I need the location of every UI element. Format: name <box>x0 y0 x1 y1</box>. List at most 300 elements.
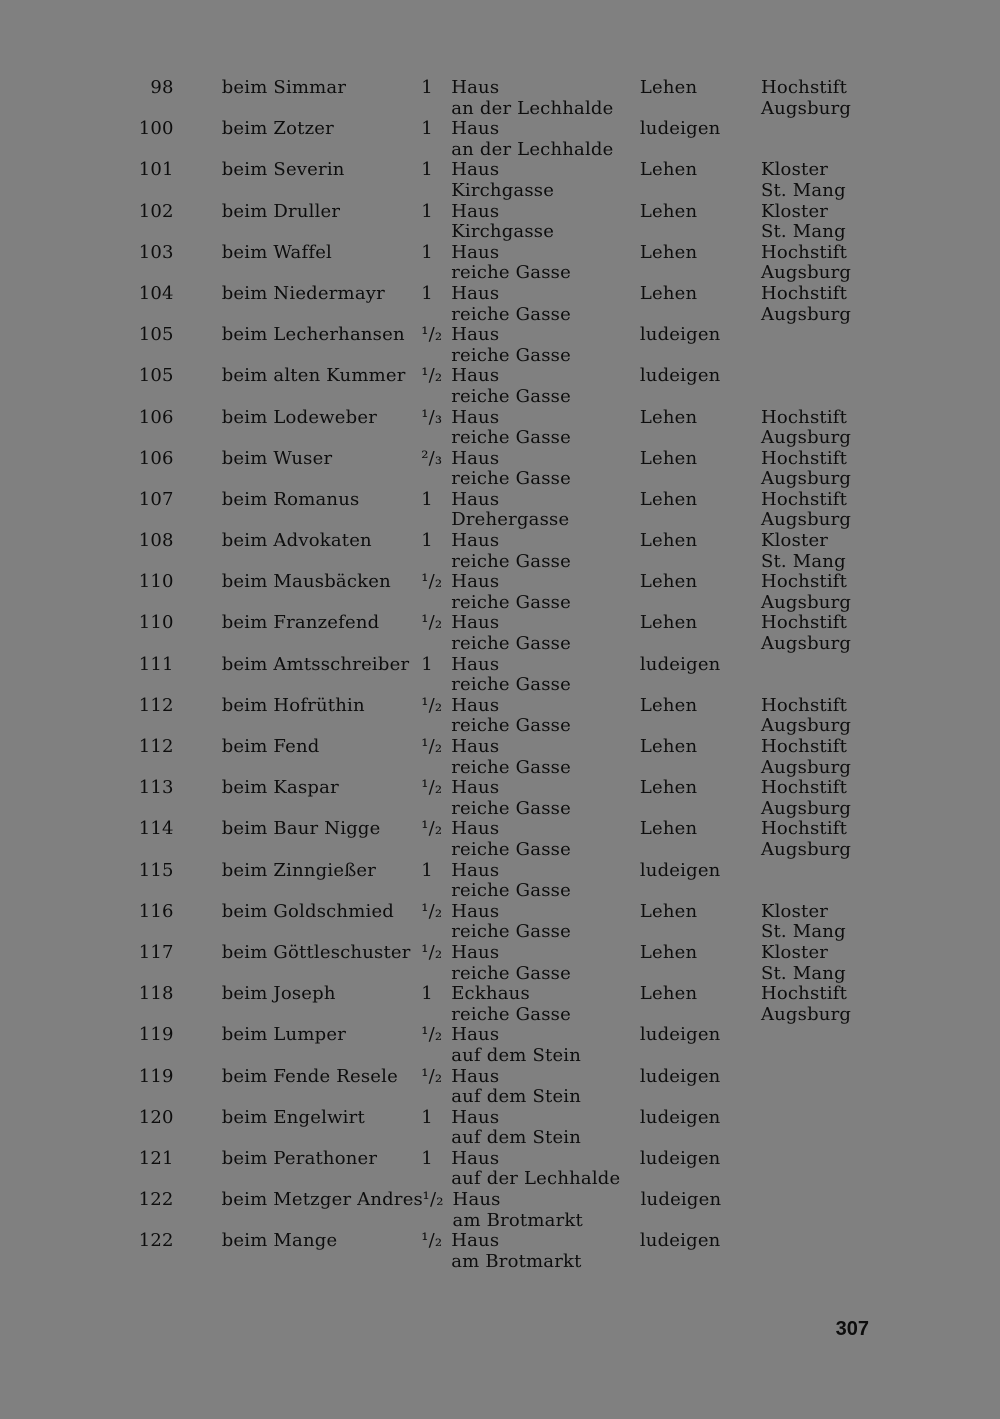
lord-line-2: Augsburg <box>760 715 852 737</box>
street-name: auf dem Stein <box>451 1086 582 1108</box>
owner-name: beim Wuser <box>221 447 333 469</box>
house-share <box>421 1067 451 1108</box>
tenure-type: Lehen <box>639 241 698 263</box>
register-entry <box>130 243 890 284</box>
house-share <box>421 325 451 366</box>
lord-line-2: St. Mang <box>760 921 846 943</box>
house-share <box>421 984 451 1025</box>
feudal-lord <box>761 202 890 243</box>
register-entry <box>130 449 890 490</box>
house-description <box>451 943 640 984</box>
house-number: 112 <box>138 736 174 757</box>
owner-name: beim Amtsschreiber <box>221 653 410 675</box>
lord-line-1: Hochstift <box>760 282 848 304</box>
house-description <box>451 449 640 490</box>
house-share <box>421 861 451 902</box>
feudal-lord <box>761 284 890 325</box>
lord-line-2: Augsburg <box>760 797 852 819</box>
lord-line-1: Hochstift <box>760 571 848 593</box>
share-fraction: 1 <box>421 530 433 552</box>
owner-name: beim Hofrüthin <box>221 694 365 716</box>
house-share <box>421 119 451 160</box>
lord-line-2: St. Mang <box>760 550 846 572</box>
register-entry <box>130 408 890 449</box>
share-fraction: 1 <box>421 1147 433 1169</box>
feudal-lord <box>761 902 890 943</box>
house-share <box>421 572 451 613</box>
house-type: Haus <box>451 1106 500 1128</box>
street-name: reiche Gasse <box>451 344 571 366</box>
house-number: 110 <box>138 612 174 634</box>
house-number: 103 <box>138 241 174 263</box>
street-name: reiche Gasse <box>451 633 571 655</box>
house-type: Haus <box>451 1230 500 1252</box>
house-type: Haus <box>451 77 500 98</box>
house-share <box>421 408 451 449</box>
house-share <box>421 1231 451 1272</box>
feudal-lord <box>761 1108 890 1149</box>
register-entry <box>130 490 890 531</box>
owner-name: beim Advokaten <box>221 530 372 552</box>
feudal-lord <box>761 408 890 449</box>
share-fraction: 1 <box>421 118 433 140</box>
lord-line-2: Augsburg <box>760 468 852 490</box>
house-type: Haus <box>451 241 500 263</box>
house-share <box>421 202 451 243</box>
house-description <box>451 1025 640 1066</box>
street-name: auf dem Stein <box>451 1127 582 1149</box>
owner-name: beim Goldschmied <box>221 900 395 922</box>
house-description <box>451 408 640 449</box>
owner-name: beim Kaspar <box>221 777 339 799</box>
lord-line-2: Augsburg <box>760 591 852 613</box>
tenure-type: ludeigen <box>640 1189 722 1211</box>
feudal-lord <box>761 737 890 778</box>
owner-name: beim Druller <box>221 200 341 222</box>
lord-line-2: Augsburg <box>760 1003 852 1025</box>
share-fraction: ¹/₂ <box>422 1189 444 1211</box>
owner-name: beim Göttleschuster <box>221 941 411 963</box>
house-number: 122 <box>138 1230 174 1252</box>
house-share <box>421 943 451 984</box>
house-type: Haus <box>451 488 500 510</box>
house-number: 104 <box>138 282 174 304</box>
house-share <box>421 366 451 407</box>
owner-name: beim Metzger Andres <box>221 1189 423 1211</box>
house-share <box>421 1108 451 1149</box>
street-name: reiche Gasse <box>451 962 571 984</box>
house-type: Haus <box>451 118 500 140</box>
share-fraction: ¹/₂ <box>421 612 443 634</box>
lord-line-1: Hochstift <box>760 447 848 469</box>
house-number: 119 <box>138 1065 174 1087</box>
house-type: Haus <box>451 1024 500 1046</box>
feudal-lord <box>761 819 890 860</box>
house-type: Haus <box>451 818 500 840</box>
lord-line-2: Augsburg <box>760 509 852 531</box>
owner-name: beim Perathoner <box>221 1147 378 1169</box>
house-number: 121 <box>138 1147 174 1169</box>
house-type: Haus <box>451 200 500 222</box>
share-fraction: 1 <box>421 1106 433 1128</box>
house-number: 98 <box>150 77 174 98</box>
street-name: am Brotmarkt <box>452 1209 583 1231</box>
lord-line-2: St. Mang <box>760 221 846 243</box>
lord-line-2: Augsburg <box>760 633 852 655</box>
lord-line-1: Kloster <box>760 200 829 222</box>
register-entry <box>130 1149 890 1190</box>
share-fraction: ¹/₂ <box>421 777 443 799</box>
house-type: Haus <box>451 736 500 757</box>
owner-name: beim Fend <box>221 736 320 757</box>
street-name: reiche Gasse <box>451 1003 571 1025</box>
house-number: 122 <box>138 1189 174 1211</box>
feudal-lord <box>761 366 890 407</box>
house-type: Eckhaus <box>451 983 530 1005</box>
house-number: 106 <box>138 447 174 469</box>
tenure-type: ludeigen <box>639 1230 721 1252</box>
house-description <box>451 284 640 325</box>
street-name: Drehergasse <box>451 509 570 531</box>
register-entry <box>130 366 890 407</box>
house-description <box>453 1190 641 1231</box>
house-number: 102 <box>138 200 174 222</box>
register-entry <box>130 1025 890 1066</box>
lord-line-2: St. Mang <box>760 962 846 984</box>
tenure-type: Lehen <box>639 447 698 469</box>
house-type: Haus <box>451 694 500 716</box>
house-share <box>421 902 451 943</box>
house-type: Haus <box>451 530 500 552</box>
house-type: Haus <box>451 571 500 593</box>
street-name: reiche Gasse <box>451 591 571 613</box>
owner-name: beim Lumper <box>221 1024 347 1046</box>
house-number: 114 <box>138 818 174 840</box>
street-name: reiche Gasse <box>451 921 571 943</box>
house-share <box>421 284 451 325</box>
house-share <box>421 655 451 696</box>
owner-name: beim Zinngießer <box>221 859 377 881</box>
lord-line-1: Kloster <box>760 900 829 922</box>
tenure-type: Lehen <box>639 818 698 840</box>
house-description <box>451 490 640 531</box>
house-share <box>423 1190 453 1231</box>
street-name: reiche Gasse <box>451 262 571 284</box>
owner-name: beim Fende Resele <box>221 1065 398 1087</box>
owner-name: beim Lodeweber <box>221 406 378 428</box>
register-entry <box>130 1067 890 1108</box>
house-share <box>421 78 451 119</box>
house-number: 117 <box>138 941 174 963</box>
tenure-type: ludeigen <box>639 1106 721 1128</box>
owner-name: beim Severin <box>221 159 345 181</box>
house-share <box>421 696 451 737</box>
owner-name: beim Mausbäcken <box>221 571 391 593</box>
house-description <box>451 1231 640 1272</box>
tenure-type: ludeigen <box>639 118 721 140</box>
street-name: auf der Lechhalde <box>451 1168 621 1190</box>
register-entry <box>130 119 890 160</box>
tenure-type: Lehen <box>639 736 698 757</box>
lord-line-1: Hochstift <box>760 777 848 799</box>
register-entry <box>130 902 890 943</box>
house-number: 101 <box>138 159 174 181</box>
house-number: 105 <box>138 365 174 387</box>
lord-line-1: Kloster <box>760 159 829 181</box>
register-entry <box>130 531 890 572</box>
house-description <box>451 243 640 284</box>
owner-name: beim Lecherhansen <box>221 324 405 346</box>
lord-line-1: Kloster <box>760 530 829 552</box>
house-type: Haus <box>451 777 500 799</box>
house-description <box>451 1149 640 1190</box>
register-entry <box>130 655 890 696</box>
share-fraction: 1 <box>421 653 433 675</box>
tenure-type: Lehen <box>639 77 698 98</box>
share-fraction: 1 <box>421 77 433 98</box>
owner-name: beim Simmar <box>221 77 347 98</box>
feudal-lord <box>761 1190 890 1231</box>
feudal-lord <box>761 613 890 654</box>
house-description <box>451 984 640 1025</box>
street-name: auf dem Stein <box>451 1044 582 1066</box>
feudal-lord <box>761 490 890 531</box>
house-number: 115 <box>138 859 174 881</box>
feudal-lord <box>761 696 890 737</box>
lord-line-1: Kloster <box>760 941 829 963</box>
lord-line-1: Hochstift <box>760 736 848 757</box>
house-description <box>451 737 640 778</box>
house-description <box>451 325 640 366</box>
share-fraction: ¹/₂ <box>421 736 443 757</box>
feudal-lord <box>761 1025 890 1066</box>
house-type: Haus <box>451 324 500 346</box>
house-number: 116 <box>138 900 174 922</box>
owner-name: beim Baur Nigge <box>221 818 381 840</box>
share-fraction: 1 <box>421 241 433 263</box>
house-type: Haus <box>451 1065 500 1087</box>
house-number: 111 <box>138 653 174 675</box>
register-entry <box>130 284 890 325</box>
owner-name: beim Romanus <box>221 488 360 510</box>
tenure-type: Lehen <box>639 612 698 634</box>
house-type: Haus <box>452 1189 501 1211</box>
house-share <box>421 737 451 778</box>
feudal-lord <box>761 1231 890 1272</box>
house-type: Haus <box>451 653 500 675</box>
house-type: Haus <box>451 941 500 963</box>
register-entry <box>130 696 890 737</box>
house-number: 100 <box>138 118 174 140</box>
owner-name: beim Mange <box>221 1230 338 1252</box>
tenure-type: Lehen <box>639 941 698 963</box>
feudal-lord <box>761 243 890 284</box>
house-number: 106 <box>138 406 174 428</box>
house-share <box>421 490 451 531</box>
page-number: 307 <box>835 1318 869 1340</box>
share-fraction: ¹/₂ <box>421 1065 443 1087</box>
tenure-type: Lehen <box>639 900 698 922</box>
lord-line-1: Hochstift <box>760 406 848 428</box>
feudal-lord <box>761 1067 890 1108</box>
street-name: reiche Gasse <box>451 674 571 696</box>
house-type: Haus <box>451 859 500 881</box>
lord-line-2: Augsburg <box>760 838 852 860</box>
lord-line-1: Hochstift <box>760 241 848 263</box>
share-fraction: 1 <box>421 200 433 222</box>
house-description <box>451 572 640 613</box>
owner-name: beim Niedermayr <box>221 282 385 304</box>
street-name: reiche Gasse <box>451 303 571 325</box>
feudal-lord <box>761 119 890 160</box>
house-share <box>421 449 451 490</box>
house-type: Haus <box>451 447 500 469</box>
street-name: reiche Gasse <box>451 385 571 407</box>
lord-line-1: Hochstift <box>760 77 848 98</box>
register-entry <box>130 861 890 902</box>
lord-line-2: St. Mang <box>760 179 846 201</box>
street-name: Kirchgasse <box>451 221 555 243</box>
share-fraction: 1 <box>421 488 433 510</box>
house-share <box>421 613 451 654</box>
tenure-type: ludeigen <box>639 1065 721 1087</box>
owner-name: beim Joseph <box>221 983 336 1005</box>
owner-name: beim Waffel <box>221 241 333 263</box>
street-name: reiche Gasse <box>451 880 571 902</box>
lord-line-1: Hochstift <box>760 694 848 716</box>
share-fraction: ¹/₃ <box>421 406 443 428</box>
house-description <box>451 366 640 407</box>
tenure-type: Lehen <box>639 983 698 1005</box>
house-number: 119 <box>138 1024 174 1046</box>
share-fraction: ²/₃ <box>421 447 443 469</box>
street-name: am Brotmarkt <box>451 1250 582 1272</box>
register-entry <box>130 613 890 654</box>
tenure-type: ludeigen <box>639 324 721 346</box>
feudal-lord <box>761 943 890 984</box>
register-entry <box>130 1231 890 1272</box>
share-fraction: ¹/₂ <box>421 1024 443 1046</box>
feudal-lord <box>761 449 890 490</box>
street-name: reiche Gasse <box>451 838 571 860</box>
house-share <box>421 531 451 572</box>
street-name: reiche Gasse <box>451 468 571 490</box>
register-entry <box>130 202 890 243</box>
tenure-type: Lehen <box>639 571 698 593</box>
house-number: 112 <box>138 694 174 716</box>
house-register <box>130 78 890 1272</box>
house-description <box>451 78 640 119</box>
register-entry <box>130 572 890 613</box>
street-name: an der Lechhalde <box>451 138 614 160</box>
share-fraction: ¹/₂ <box>421 900 443 922</box>
tenure-type: Lehen <box>639 159 698 181</box>
feudal-lord <box>761 1149 890 1190</box>
lord-line-2: Augsburg <box>760 97 852 119</box>
lord-line-2: Augsburg <box>760 756 852 778</box>
feudal-lord <box>761 778 890 819</box>
house-description <box>451 202 640 243</box>
share-fraction: ¹/₂ <box>421 365 443 387</box>
feudal-lord <box>761 78 890 119</box>
feudal-lord <box>761 861 890 902</box>
house-number: 107 <box>138 488 174 510</box>
register-entry <box>130 1108 890 1149</box>
house-type: Haus <box>451 406 500 428</box>
register-entry <box>130 325 890 366</box>
tenure-type: ludeigen <box>639 653 721 675</box>
register-entry <box>130 737 890 778</box>
street-name: reiche Gasse <box>451 715 571 737</box>
share-fraction: 1 <box>421 282 433 304</box>
tenure-type: Lehen <box>639 694 698 716</box>
house-type: Haus <box>451 159 500 181</box>
house-type: Haus <box>451 1147 500 1169</box>
tenure-type: ludeigen <box>639 1147 721 1169</box>
tenure-type: Lehen <box>639 406 698 428</box>
tenure-type: Lehen <box>639 200 698 222</box>
share-fraction: ¹/₂ <box>421 324 443 346</box>
house-type: Haus <box>451 282 500 304</box>
house-share <box>421 778 451 819</box>
tenure-type: Lehen <box>639 530 698 552</box>
house-share <box>421 243 451 284</box>
house-number: 120 <box>138 1106 174 1128</box>
house-description <box>451 902 640 943</box>
house-share <box>421 819 451 860</box>
house-type: Haus <box>451 900 500 922</box>
house-description <box>451 655 640 696</box>
street-name: reiche Gasse <box>451 550 571 572</box>
feudal-lord <box>761 655 890 696</box>
owner-name: beim alten Kummer <box>221 365 406 387</box>
register-entry <box>130 778 890 819</box>
owner-name: beim Franzefend <box>221 612 380 634</box>
house-description <box>451 1108 640 1149</box>
share-fraction: ¹/₂ <box>421 941 443 963</box>
share-fraction: ¹/₂ <box>421 1230 443 1252</box>
house-description <box>451 119 640 160</box>
lord-line-2: Augsburg <box>760 262 852 284</box>
share-fraction: 1 <box>421 159 433 181</box>
feudal-lord <box>761 572 890 613</box>
owner-name: beim Zotzer <box>221 118 334 140</box>
house-description <box>451 861 640 902</box>
register-entry <box>130 78 890 119</box>
register-entry <box>130 819 890 860</box>
house-number: 110 <box>138 571 174 593</box>
tenure-type: Lehen <box>639 488 698 510</box>
house-description <box>451 531 640 572</box>
register-entry <box>130 160 890 201</box>
share-fraction: ¹/₂ <box>421 818 443 840</box>
tenure-type: ludeigen <box>639 1024 721 1046</box>
street-name: reiche Gasse <box>451 756 571 778</box>
street-name: reiche Gasse <box>451 427 571 449</box>
tenure-type: ludeigen <box>639 859 721 881</box>
share-fraction: ¹/₂ <box>421 571 443 593</box>
feudal-lord <box>761 984 890 1025</box>
house-type: Haus <box>451 612 500 634</box>
register-entry <box>130 984 890 1025</box>
house-description <box>451 1067 640 1108</box>
feudal-lord <box>761 325 890 366</box>
house-description <box>451 819 640 860</box>
tenure-type: Lehen <box>639 282 698 304</box>
house-description <box>451 613 640 654</box>
house-description <box>451 778 640 819</box>
lord-line-2: Augsburg <box>760 303 852 325</box>
